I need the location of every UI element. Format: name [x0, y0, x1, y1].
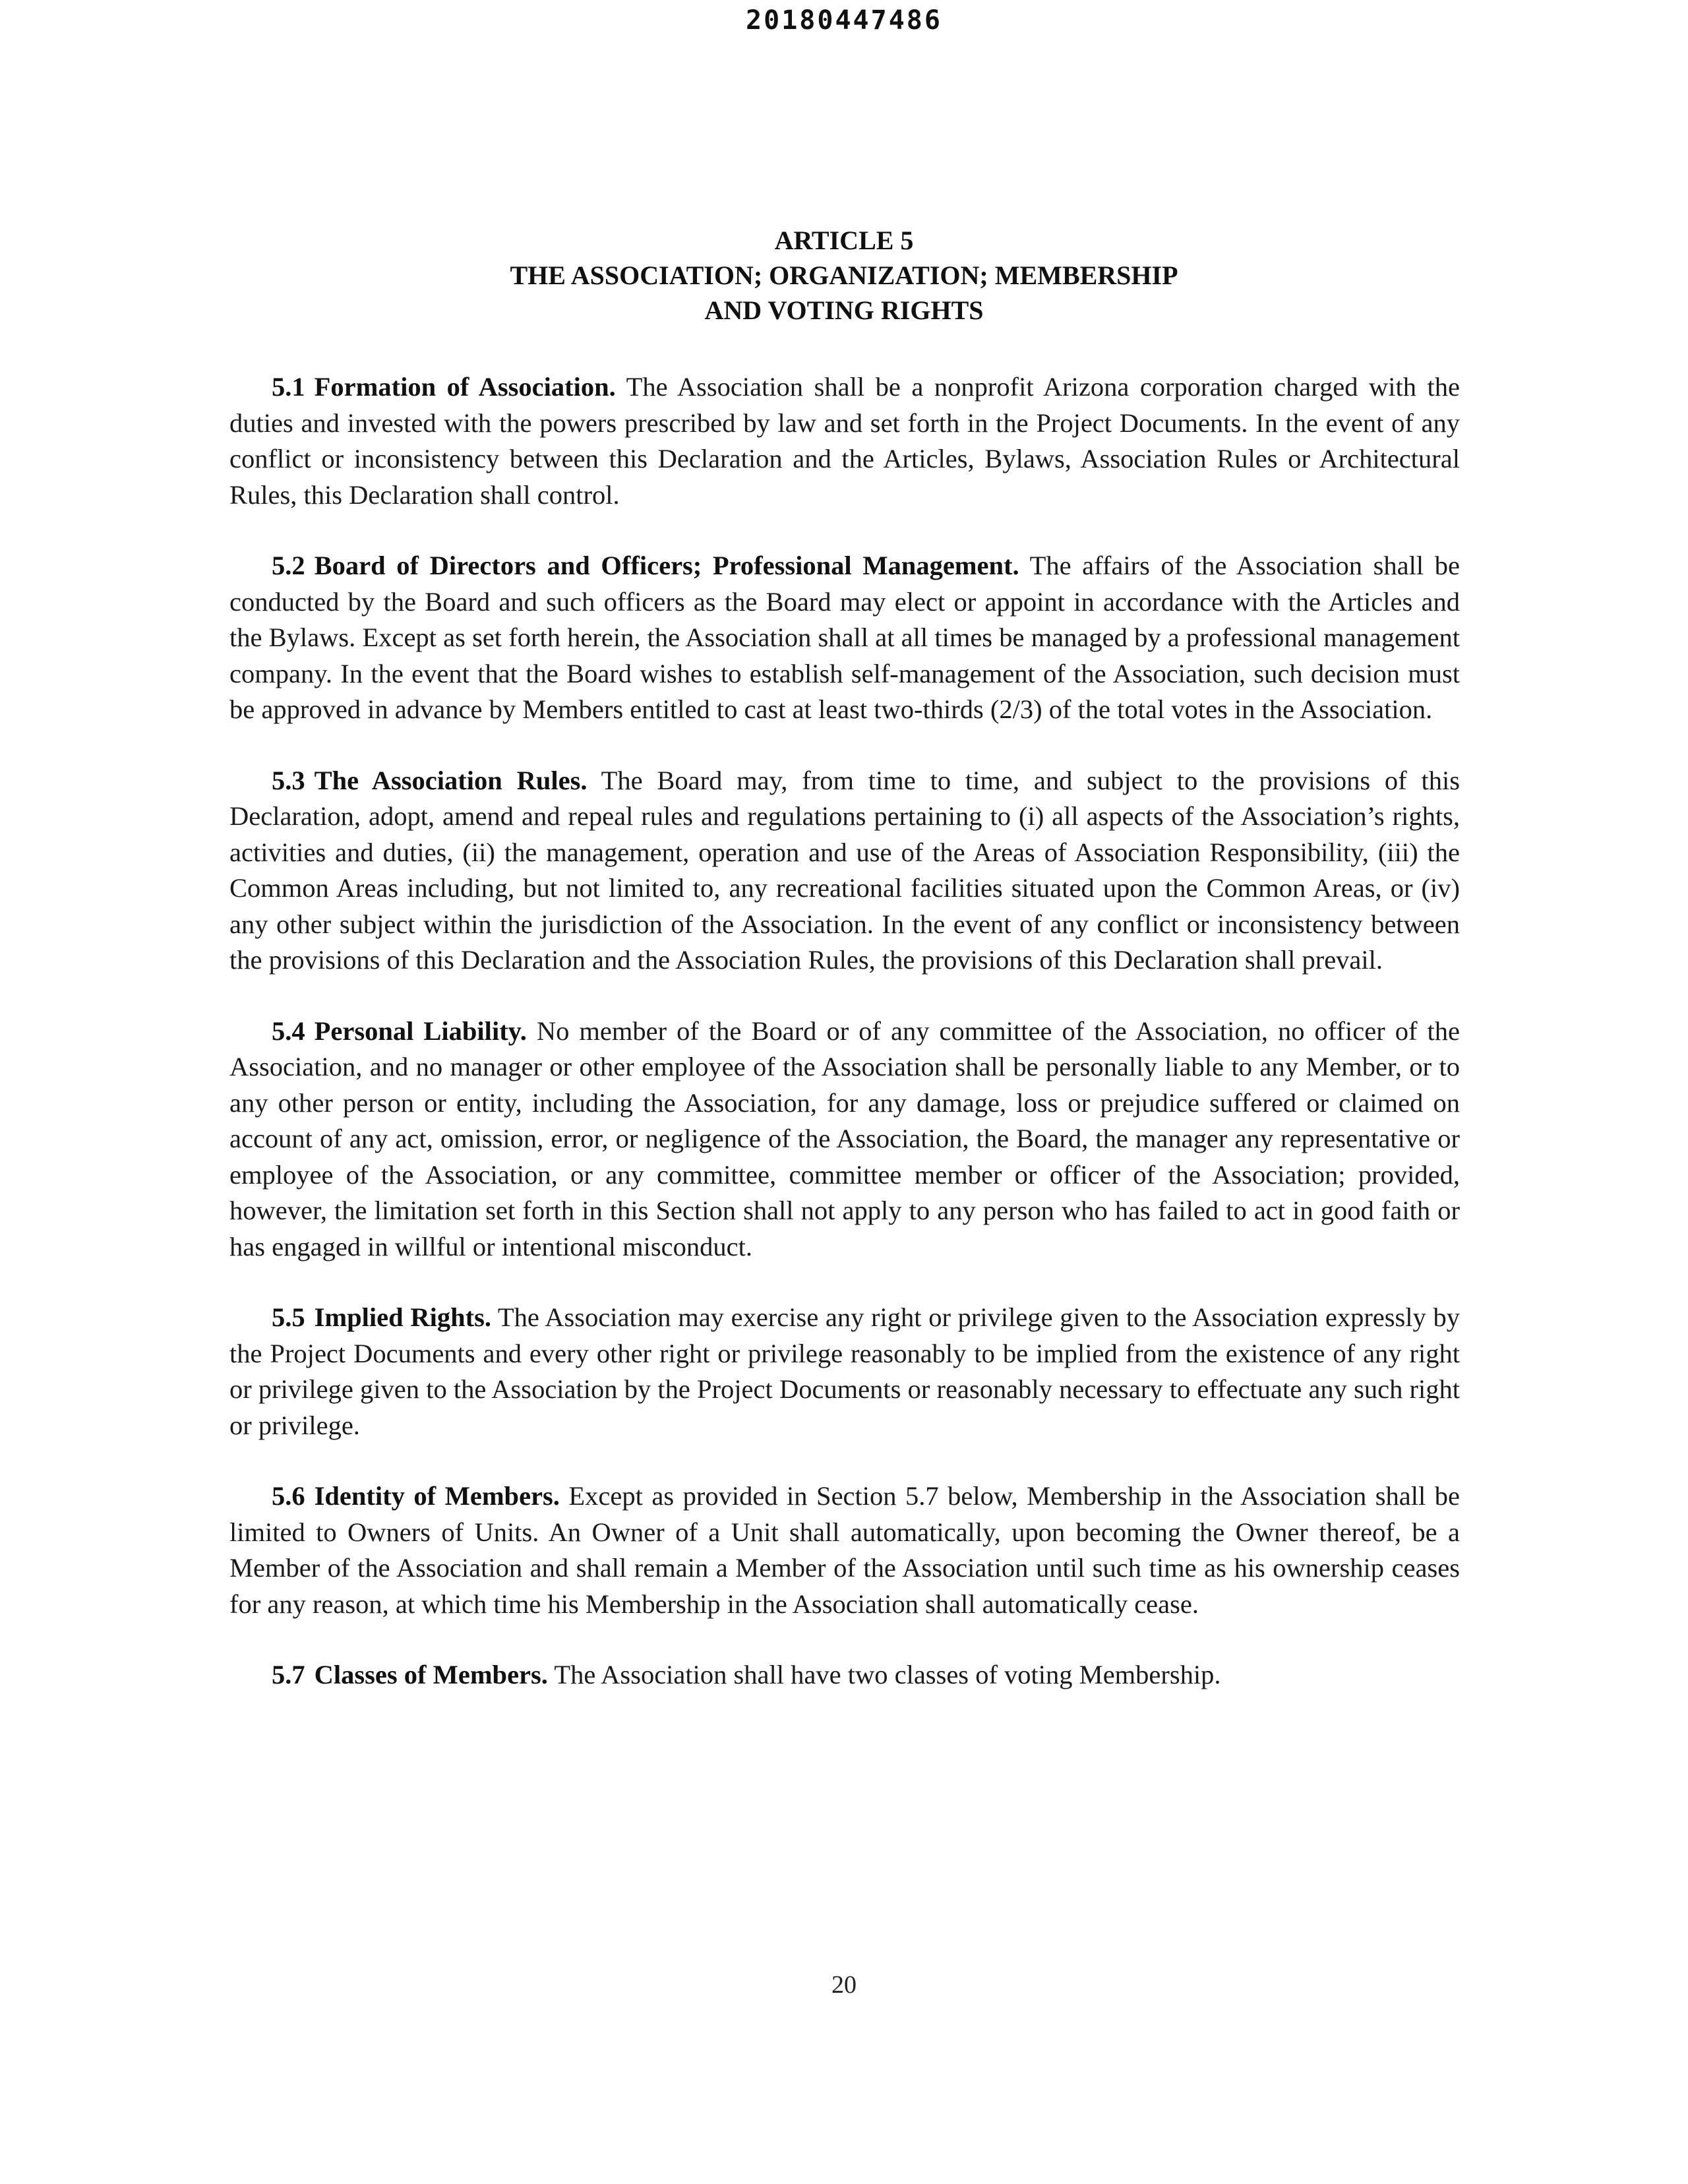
article-title-line: AND VOTING RIGHTS: [704, 295, 984, 325]
section-number: 5.3: [272, 765, 305, 795]
section-5-1: [229, 369, 1460, 513]
section-number: 5.1: [272, 372, 305, 402]
section-heading: The Association Rules.: [314, 765, 588, 795]
section-text: Except as provided in Section 5.7 below, Membership in the Association shall be limited to Owners of Units. An Owner of a Unit shall automatically, upon becoming the Owner thereof, be a Member of the Association and shall remain a Member of the Association until such time as his ownership ceases for any reason, at which time his Membership in the Association shall automatically cease.: [229, 1481, 1460, 1619]
document-body: [229, 369, 1460, 1728]
section-5-4: [229, 1014, 1460, 1265]
section-text: The affairs of the Association shall be conducted by the Board and such officers as the Board may elect or appoint in accordance with the Articles and the Bylaws. Except as set forth herein, the Association shall at all times be managed by a professional management company. In the event that the Board wishes to establish self-management of the Association, such decision must be approved in advance by Members entitled to cast at least two-thirds (2/3) of the total votes in the Association.: [229, 551, 1460, 724]
section-heading: Implied Rights.: [314, 1302, 491, 1332]
article-number: ARTICLE 5: [774, 226, 914, 255]
section-heading: Identity of Members.: [314, 1481, 560, 1511]
section-heading: Personal Liability.: [314, 1016, 527, 1046]
section-number: 5.5: [272, 1302, 305, 1332]
section-text: The Association may exercise any right or privilege given to the Association expressly by the Project Documents and every other right or privilege reasonably to be implied from the existence of any right or privilege given to the Association by the Project Documents or reasonably necessary to effectuate any such right or privilege.: [229, 1302, 1460, 1440]
section-heading: Classes of Members.: [314, 1660, 548, 1689]
section-number: 5.6: [272, 1481, 305, 1511]
section-number: 5.7: [272, 1660, 305, 1689]
section-number: 5.4: [272, 1016, 305, 1046]
article-heading: [0, 223, 1688, 328]
section-5-5: [229, 1300, 1460, 1443]
article-title-line: THE ASSOCIATION; ORGANIZATION; MEMBERSHIP: [510, 260, 1178, 290]
section-text: The Board may, from time to time, and subject to the provisions of this Declaration, adopt, amend and repeal rules and regulations pertaining to (i) all aspects of the Association’s rights, activities and duties, (ii) the management, operation and use of the Areas of Association Responsibility, (iii) the Common Areas including, but not limited to, any recreational facilities situated upon the Common Areas, or (iv) any other subject within the jurisdiction of the Association. In the event of any conflict or inconsistency between the provisions of this Declaration and the Association Rules, the provisions of this Declaration shall prevail.: [229, 765, 1461, 975]
section-5-7: [229, 1657, 1460, 1693]
section-5-2: [229, 548, 1460, 728]
section-5-6: [229, 1478, 1460, 1622]
section-text: The Association shall be a nonprofit Arizona corporation charged with the duties and invested with the powers prescribed by law and set forth in the Project Documents. In the event of any conflict or inconsistency between this Declaration and the Articles, Bylaws, Association Rules or Architectural Rules, this Declaration shall control.: [229, 372, 1460, 510]
document-number: 20180447486: [746, 5, 942, 36]
section-heading: Formation of Association.: [314, 372, 616, 402]
section-5-3: [229, 763, 1460, 979]
section-heading: Board of Directors and Officers; Professional Management.: [314, 551, 1019, 580]
section-number: 5.2: [272, 551, 305, 580]
page-number: 20: [831, 1971, 857, 1999]
section-text: The Association shall have two classes of voting Membership.: [554, 1660, 1221, 1689]
section-text: No member of the Board or of any committee of the Association, no officer of the Association, and no manager or other employee of the Association shall be personally liable to any Member, or to any other person or entity, including the Association, for any damage, loss or prejudice suffered or claimed on account of any act, omission, error, or negligence of the Association, the Board, the manager any representative or employee of the Association, or any committee, committee member or officer of the Association; provided, however, the limitation set forth in this Section shall not apply to any person who has failed to act in good faith or has engaged in willful or intentional misconduct.: [229, 1016, 1461, 1261]
